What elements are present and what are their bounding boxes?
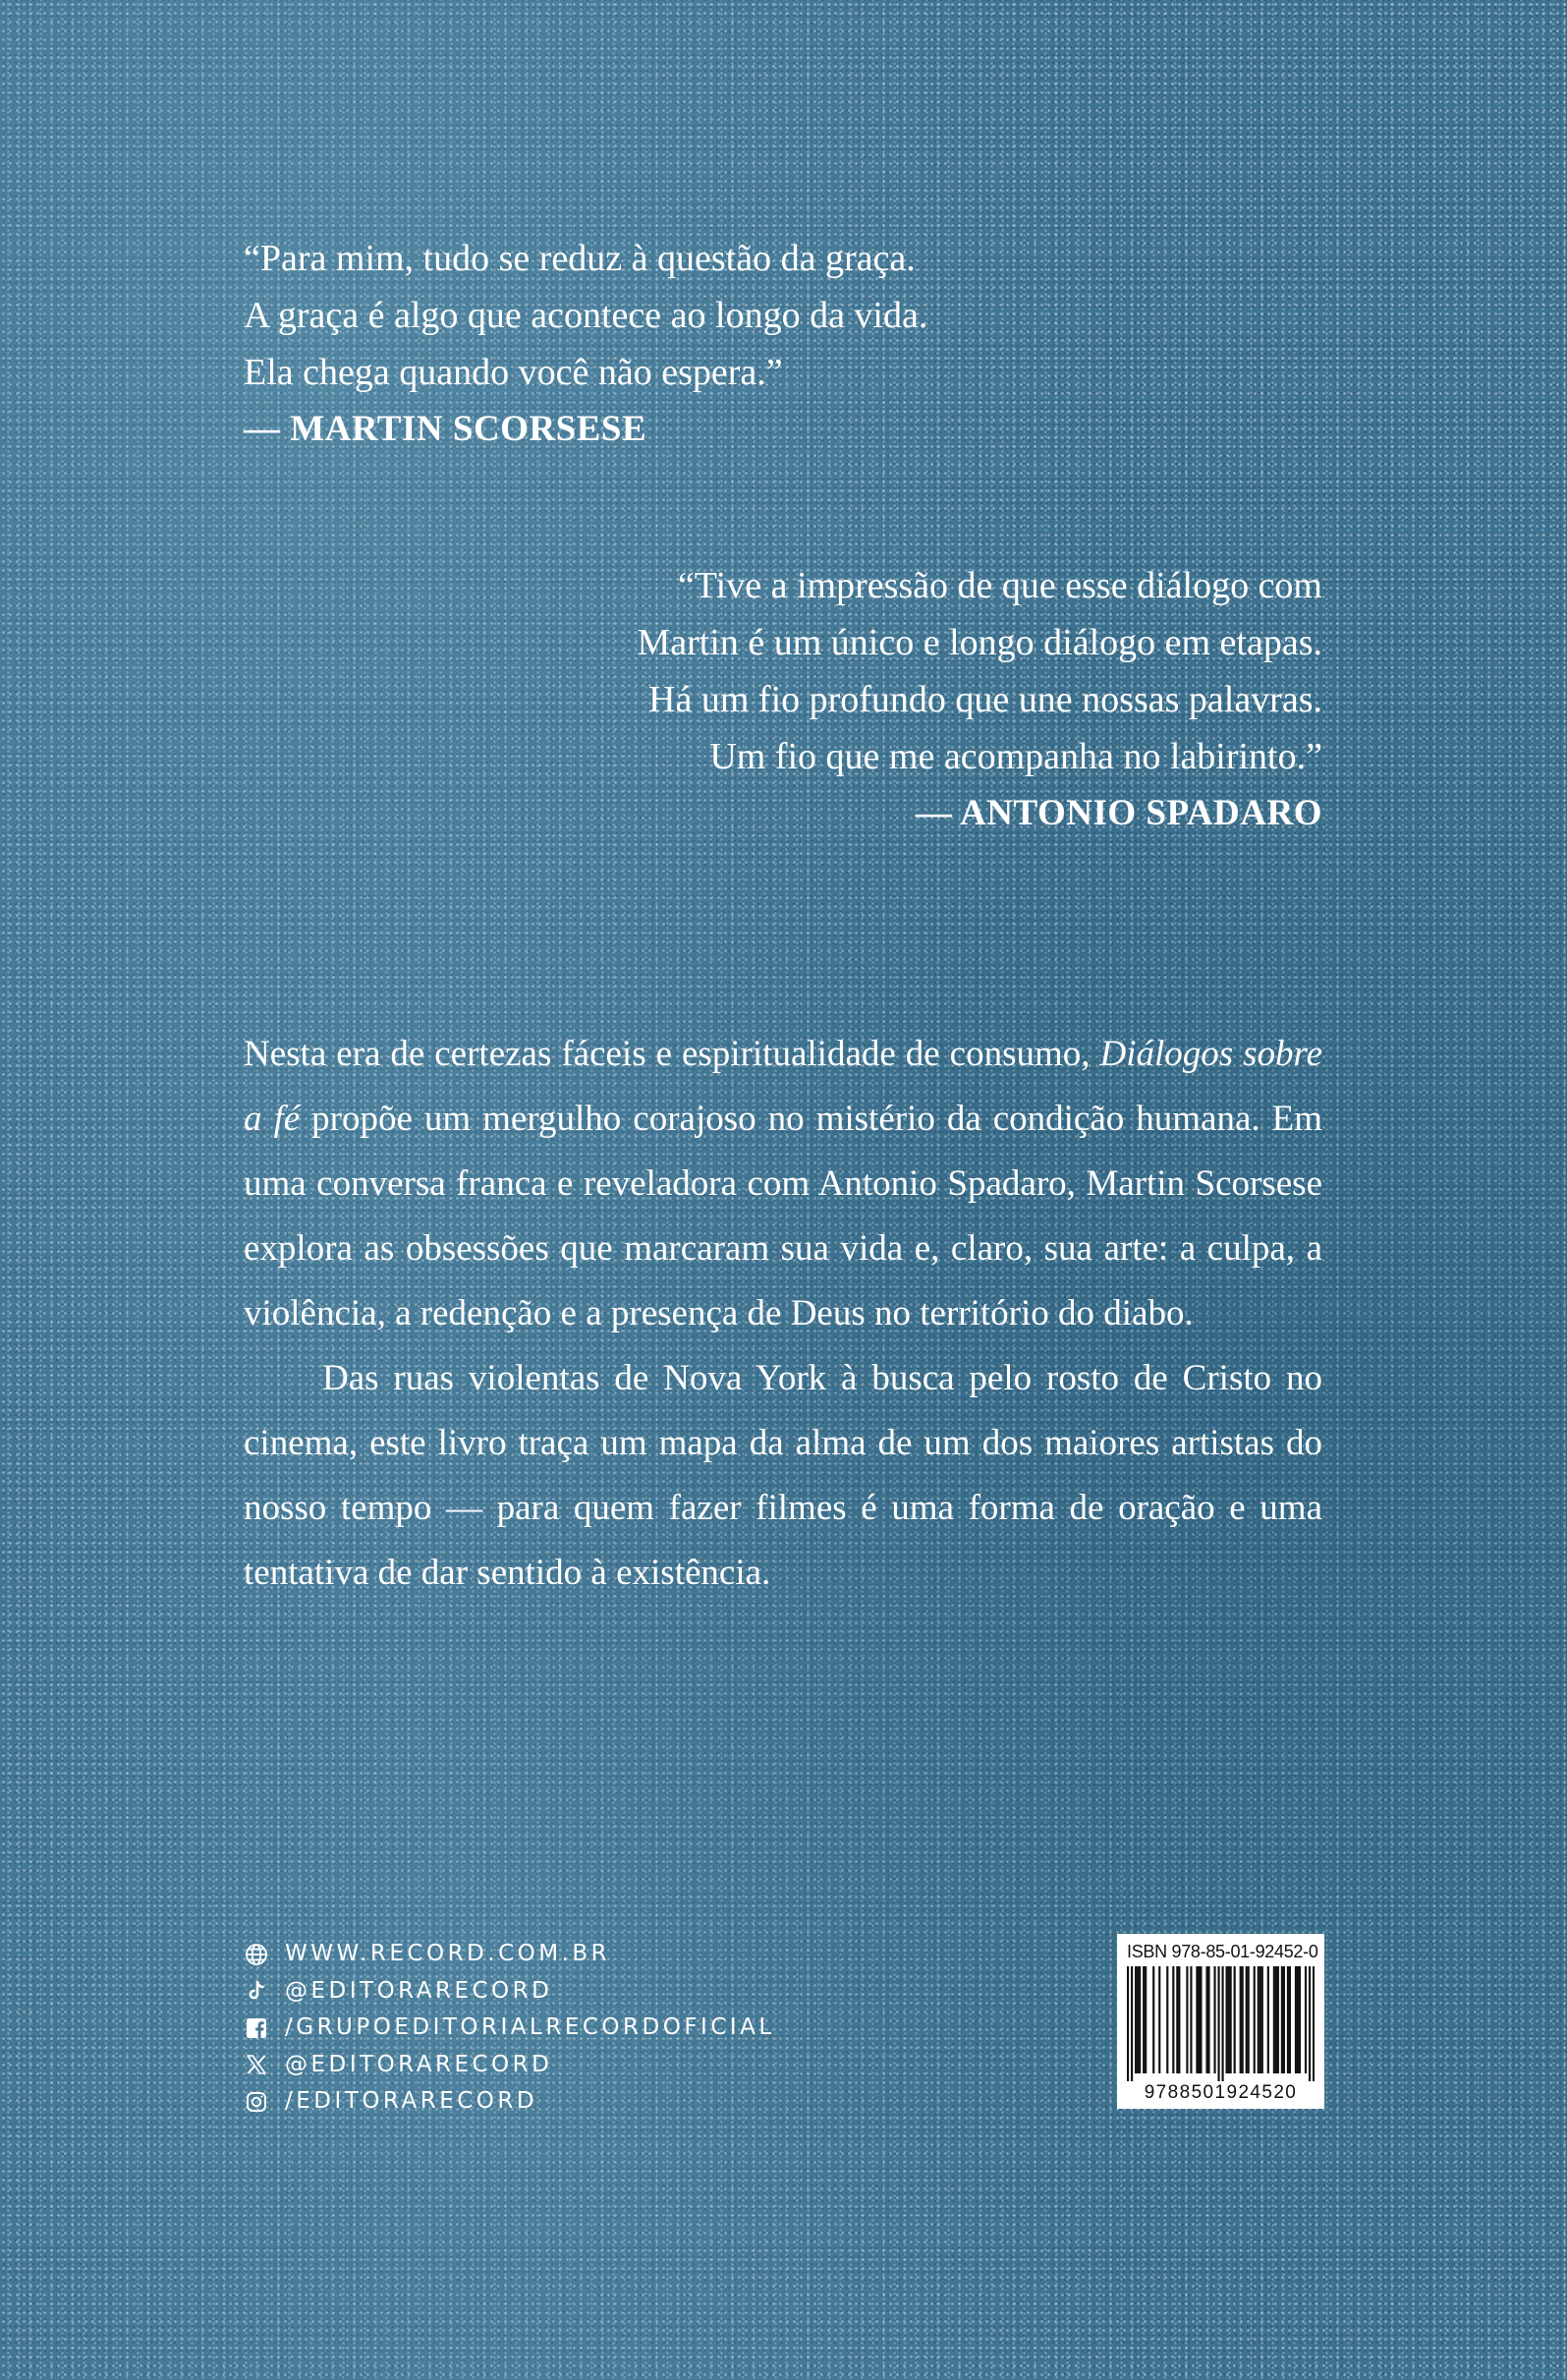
barcode-bar <box>1281 1966 1283 2073</box>
barcode-bar <box>1207 1966 1209 2073</box>
website-link[interactable] <box>244 1936 775 1973</box>
quote-scorsese <box>244 230 927 458</box>
isbn-label: ISBN 978-85-01-92452-0 <box>1127 1942 1318 1961</box>
barcode-bar <box>1258 1966 1259 2073</box>
barcode-bar <box>1166 1966 1168 2073</box>
facebook-text: /GRUPOEDITORIALRECORDOFICIAL <box>285 2014 775 2040</box>
quote-line: “Tive a impressão de que esse diálogo com <box>677 565 1322 606</box>
quote-line: Ela chega quando você não espera.” <box>244 352 783 393</box>
x-text: @EDITORARECORD <box>285 2051 553 2077</box>
barcode-bar <box>1299 1966 1301 2073</box>
barcode-bar <box>1254 1966 1256 2073</box>
instagram-link[interactable] <box>244 2083 775 2121</box>
website-text: WWW.RECORD.COM.BR <box>285 1941 611 1966</box>
synopsis-paragraph-1 <box>244 1022 1322 1346</box>
barcode-bar <box>1226 1966 1228 2073</box>
instagram-icon <box>244 2089 269 2115</box>
quote-line: “Para mim, tudo se reduz à questão da graça. <box>244 238 916 279</box>
barcode-bar <box>1172 1966 1174 2073</box>
barcode-bar <box>1137 1966 1139 2073</box>
barcode-bar <box>1228 1966 1230 2073</box>
barcode-bar <box>1295 1966 1297 2073</box>
isbn-barcode <box>1117 1934 1324 2109</box>
social-links <box>244 1936 775 2121</box>
barcode-bar <box>1313 1966 1315 2081</box>
barcode-bar <box>1267 1966 1269 2073</box>
quote-line: Martin é um único e longo diálogo em etapas. <box>637 622 1322 663</box>
barcode-bar <box>1309 1966 1311 2081</box>
barcode-bar <box>1186 1966 1188 2073</box>
barcode-bar <box>1178 1966 1180 2073</box>
barcode-bar <box>1289 1966 1291 2073</box>
barcode-bars <box>1127 1966 1315 2081</box>
isbn-digits: 9788501924520 <box>1144 2082 1298 2103</box>
tiktok-icon <box>244 1978 269 2004</box>
barcode-bar <box>1152 1966 1154 2073</box>
barcode-bar <box>1234 1966 1236 2073</box>
barcode-bar <box>1135 1966 1137 2073</box>
barcode-bar <box>1213 1966 1215 2073</box>
quote-author: — ANTONIO SPADARO <box>915 793 1322 833</box>
barcode-bar <box>1222 1966 1224 2081</box>
instagram-text: /EDITORARECORD <box>285 2088 538 2114</box>
quote-line: A graça é algo que acontece ao longo da vida. <box>244 295 928 336</box>
quote-line: Um fio que me acompanha no labirinto.” <box>709 736 1322 777</box>
quote-author: — MARTIN SCORSESE <box>244 409 647 449</box>
barcode-bar <box>1246 1966 1248 2073</box>
barcode-bar <box>1217 1966 1219 2081</box>
synopsis-text: propõe um mergulho corajoso no mistério da condição humana. Em uma conversa franca e reveladora com Antonio Spadaro, Martin Scorsese explora as obsessões que marcaram sua vida e, claro, sua arte: a culpa, a violência, a redenção e a presença de Deus no território do diabo. <box>244 1099 1322 1333</box>
barcode-bar <box>1205 1966 1207 2073</box>
barcode-bar <box>1127 1966 1129 2081</box>
barcode-bar <box>1198 1966 1200 2073</box>
barcode-bar <box>1248 1966 1250 2073</box>
synopsis-text: Nesta era de certezas fáceis e espiritualidade de consumo, <box>244 1034 1100 1074</box>
barcode-bar <box>1143 1966 1145 2073</box>
quote-spadaro <box>637 557 1322 842</box>
quote-line: Há um fio profundo que une nossas palavras. <box>648 679 1322 720</box>
globe-icon <box>244 1942 269 1967</box>
barcode-bar <box>1273 1966 1275 2073</box>
barcode-bar <box>1261 1966 1263 2073</box>
synopsis <box>244 1022 1322 1606</box>
barcode-bar <box>1240 1966 1242 2073</box>
barcode-bar <box>1297 1966 1299 2073</box>
barcode-bar <box>1275 1966 1277 2073</box>
barcode-bar <box>1242 1966 1244 2073</box>
barcode-bar <box>1139 1966 1141 2073</box>
barcode-bar <box>1145 1966 1147 2073</box>
x-icon <box>244 2052 269 2077</box>
barcode-bar <box>1131 1966 1133 2081</box>
barcode-bar <box>1196 1966 1198 2073</box>
barcode-bar <box>1287 1966 1289 2073</box>
x-link[interactable] <box>244 2047 775 2084</box>
barcode-bar <box>1305 1966 1307 2073</box>
barcode-bar <box>1283 1966 1285 2073</box>
barcode-bar <box>1230 1966 1232 2073</box>
tiktok-link[interactable] <box>244 1973 775 2011</box>
barcode-bar <box>1190 1966 1192 2073</box>
barcode-bar <box>1176 1966 1178 2073</box>
book-title: Diálogos sobre a fé <box>244 1034 1323 1139</box>
facebook-link[interactable] <box>244 2010 775 2047</box>
barcode-bar <box>1277 1966 1279 2073</box>
barcode-bar <box>1259 1966 1261 2073</box>
tiktok-text: @EDITORARECORD <box>285 1977 553 2004</box>
synopsis-paragraph-2: Das ruas violentas de Nova York à busca pelo rosto de Cristo no cinema, este livro traça um mapa da alma de um dos maiores artistas do nosso tempo — para quem fazer filmes é uma forma de oração e uma tentativa de dar sentido à existência. <box>244 1358 1322 1593</box>
barcode-bar <box>1200 1966 1202 2073</box>
facebook-icon <box>244 2015 269 2041</box>
barcode-bar <box>1158 1966 1160 2073</box>
